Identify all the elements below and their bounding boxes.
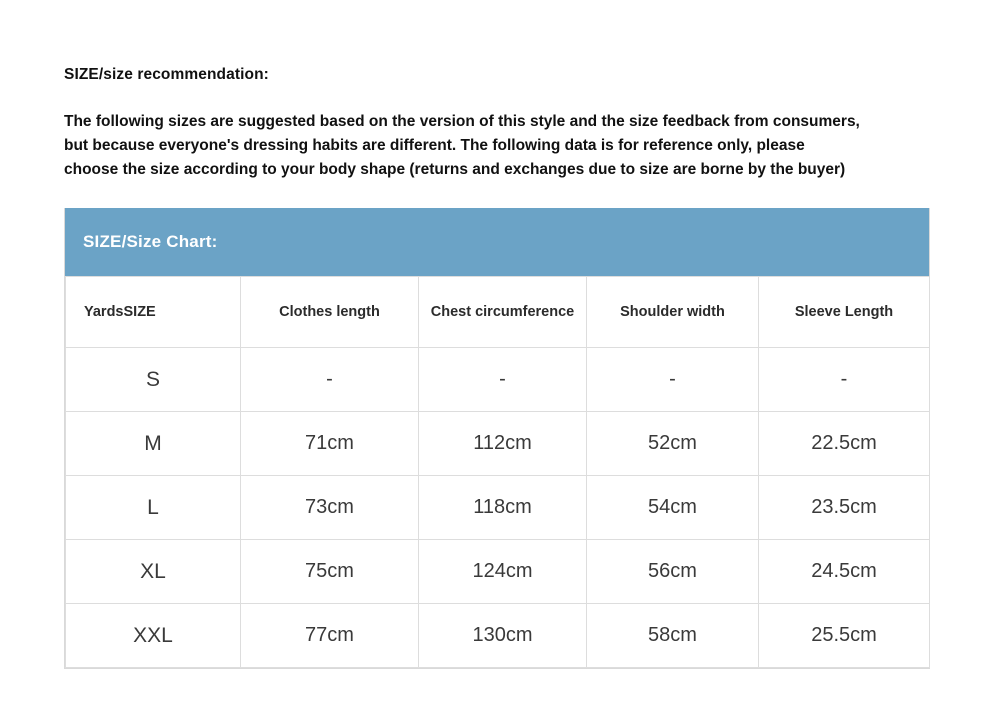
cell-clothes-length: 77cm bbox=[241, 604, 419, 668]
table-row bbox=[66, 604, 930, 668]
size-chart-title: SIZE/Size Chart: bbox=[65, 208, 929, 276]
cell-sleeve-length: 23.5cm bbox=[759, 476, 930, 540]
table-row bbox=[66, 412, 930, 476]
cell-shoulder-width: 52cm bbox=[587, 412, 759, 476]
cell-sleeve-length: 22.5cm bbox=[759, 412, 930, 476]
cell-clothes-length: - bbox=[241, 348, 419, 412]
cell-size: XXL bbox=[66, 604, 241, 668]
intro-line-3: choose the size according to your body shape (returns and exchanges due to size are borne by the buyer) bbox=[64, 161, 846, 179]
cell-size: S bbox=[66, 348, 241, 412]
size-chart-table-container bbox=[64, 208, 930, 669]
table-row bbox=[66, 540, 930, 604]
cell-chest-circumference: 112cm bbox=[419, 412, 587, 476]
cell-size: XL bbox=[66, 540, 241, 604]
column-header-clothes-length: Clothes length bbox=[241, 277, 419, 348]
column-header-shoulder-width: Shoulder width bbox=[587, 277, 759, 348]
table-header-row bbox=[66, 277, 930, 348]
intro-line-1: The following sizes are suggested based on the version of this style and the size feedback from consumers, bbox=[64, 113, 860, 130]
column-header-size: YardsSIZE bbox=[66, 277, 241, 348]
cell-size: L bbox=[66, 476, 241, 540]
cell-chest-circumference: 118cm bbox=[419, 476, 587, 540]
cell-chest-circumference: 124cm bbox=[419, 540, 587, 604]
cell-clothes-length: 73cm bbox=[241, 476, 419, 540]
cell-shoulder-width: 56cm bbox=[587, 540, 759, 604]
cell-sleeve-length: - bbox=[759, 348, 930, 412]
intro-paragraph bbox=[64, 110, 936, 182]
column-header-sleeve-length: Sleeve Length bbox=[759, 277, 930, 348]
cell-sleeve-length: 25.5cm bbox=[759, 604, 930, 668]
cell-chest-circumference: - bbox=[419, 348, 587, 412]
cell-chest-circumference: 130cm bbox=[419, 604, 587, 668]
cell-shoulder-width: 54cm bbox=[587, 476, 759, 540]
cell-shoulder-width: - bbox=[587, 348, 759, 412]
intro-line-2: but because everyone's dressing habits are different. The following data is for reference only, please bbox=[64, 137, 805, 155]
page-title: SIZE/size recommendation: bbox=[64, 66, 269, 83]
table-row bbox=[66, 348, 930, 412]
size-chart-table bbox=[65, 276, 930, 668]
column-header-chest-circumference: Chest circumference bbox=[419, 277, 587, 348]
cell-shoulder-width: 58cm bbox=[587, 604, 759, 668]
cell-size: M bbox=[66, 412, 241, 476]
cell-clothes-length: 75cm bbox=[241, 540, 419, 604]
cell-sleeve-length: 24.5cm bbox=[759, 540, 930, 604]
table-row bbox=[66, 476, 930, 540]
cell-clothes-length: 71cm bbox=[241, 412, 419, 476]
